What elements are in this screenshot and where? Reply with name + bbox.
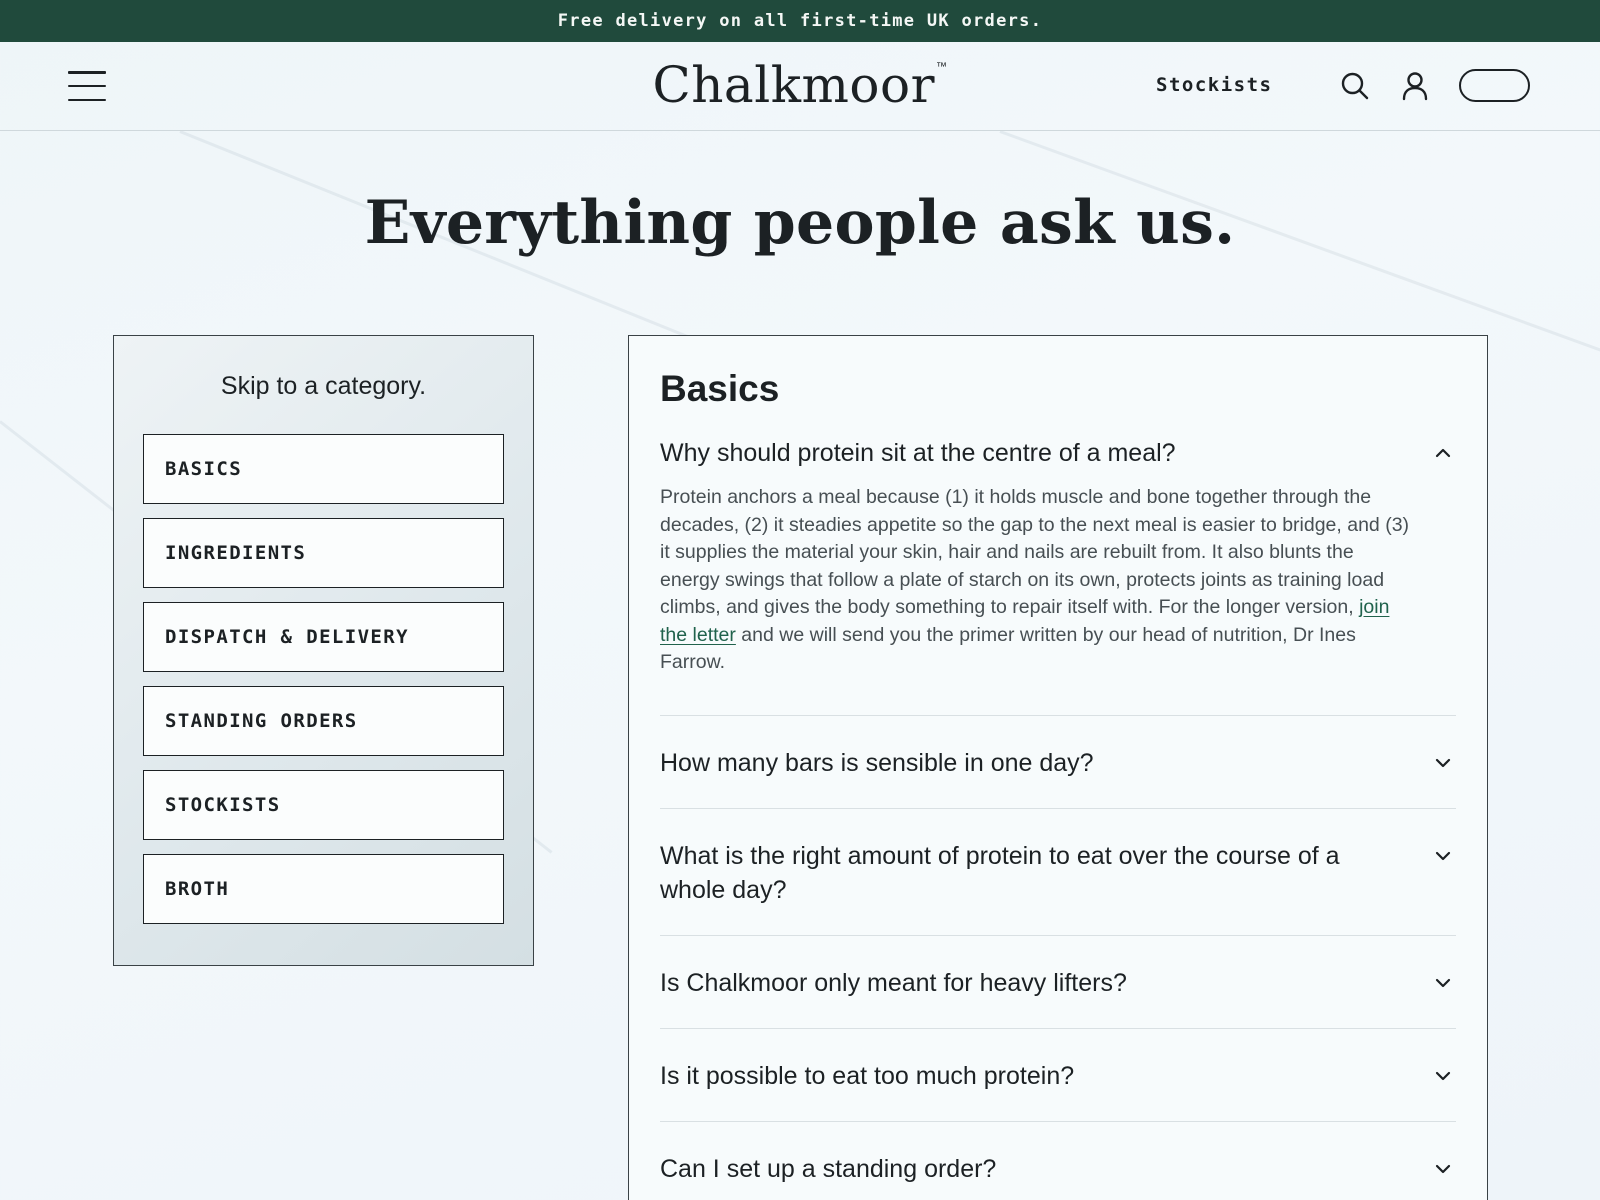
page-title: Everything people ask us. <box>364 188 1236 258</box>
search-icon[interactable] <box>1338 69 1372 103</box>
faq-question-text: Is Chalkmoor only meant for heavy lifters? <box>660 968 1127 997</box>
menu-icon[interactable] <box>68 71 106 101</box>
chevron-down-icon[interactable] <box>1432 1158 1454 1180</box>
account-icon[interactable] <box>1398 69 1432 103</box>
announcement-bar <box>0 0 1600 42</box>
faq-question-text: Why should protein sit at the centre of a meal? <box>660 439 1176 467</box>
category-button-basics[interactable]: BASICS <box>143 434 504 504</box>
faq-item[interactable] <box>660 1029 1456 1122</box>
category-panel <box>113 335 534 966</box>
faq-question-text: How many bars is sensible in one day? <box>660 748 1094 777</box>
cart-button[interactable] <box>1459 69 1530 102</box>
announcement-text: Free delivery on all first-time UK orders. <box>557 11 1043 31</box>
faq-question-row[interactable] <box>660 436 1456 470</box>
faq-question-row[interactable] <box>660 839 1456 907</box>
faq-item[interactable] <box>660 936 1456 1029</box>
site-header <box>0 42 1600 131</box>
faq-question-text: What is the right amount of protein to eat over the course of a whole day? <box>660 841 1340 904</box>
faq-item[interactable] <box>660 1122 1456 1200</box>
faq-question-text: Can I set up a standing order? <box>660 1154 997 1183</box>
faq-item-open[interactable] <box>660 436 1456 716</box>
faq-question-row[interactable] <box>660 1152 1456 1186</box>
category-list <box>143 434 504 938</box>
faq-section-heading: Basics <box>660 368 780 409</box>
logo[interactable] <box>652 56 947 114</box>
category-button-standing-orders[interactable]: STANDING ORDERS <box>143 686 504 756</box>
join-the-letter-link[interactable]: join the letter <box>660 596 1390 646</box>
stockists-link[interactable]: Stockists <box>1156 74 1273 96</box>
faq-panel <box>628 335 1488 1200</box>
faq-question-text: Is it possible to eat too much protein? <box>660 1061 1075 1090</box>
chevron-down-icon[interactable] <box>1432 1065 1454 1087</box>
faq-question-row[interactable] <box>660 746 1456 780</box>
faq-question-row[interactable] <box>660 966 1456 1000</box>
faq-item[interactable] <box>660 716 1456 809</box>
chevron-down-icon[interactable] <box>1432 845 1454 867</box>
category-button-dispatch-delivery[interactable]: DISPATCH & DELIVERY <box>143 602 504 672</box>
faq-answer-text: Protein anchors a meal because (1) it holds muscle and bone together through the decades, (2) it steadies appetite so the gap to the next meal is easier to bridge, and (3) it supplies the material your skin, hair and nails are rebuilt from. It also blunts the energy swings that follow a plate of starch on its own, protects joints as training load climbs, and gives the body something to repair itself with. For the longer version, join the letter and we will send you the primer written by our head of nutrition, Dr Ines Farrow. <box>660 486 1410 673</box>
chevron-down-icon[interactable] <box>1432 752 1454 774</box>
faq-item[interactable] <box>660 809 1456 936</box>
logo-text: Chalkmoor <box>652 56 936 114</box>
category-button-ingredients[interactable]: INGREDIENTS <box>143 518 504 588</box>
chevron-up-icon[interactable] <box>1432 442 1454 464</box>
category-button-stockists[interactable]: STOCKISTS <box>143 770 504 840</box>
category-panel-title: Skip to a category. <box>220 372 427 400</box>
logo-trademark: ™ <box>936 61 948 73</box>
chevron-down-icon[interactable] <box>1432 972 1454 994</box>
faq-question-row[interactable] <box>660 1059 1456 1093</box>
category-button-broth[interactable]: BROTH <box>143 854 504 924</box>
